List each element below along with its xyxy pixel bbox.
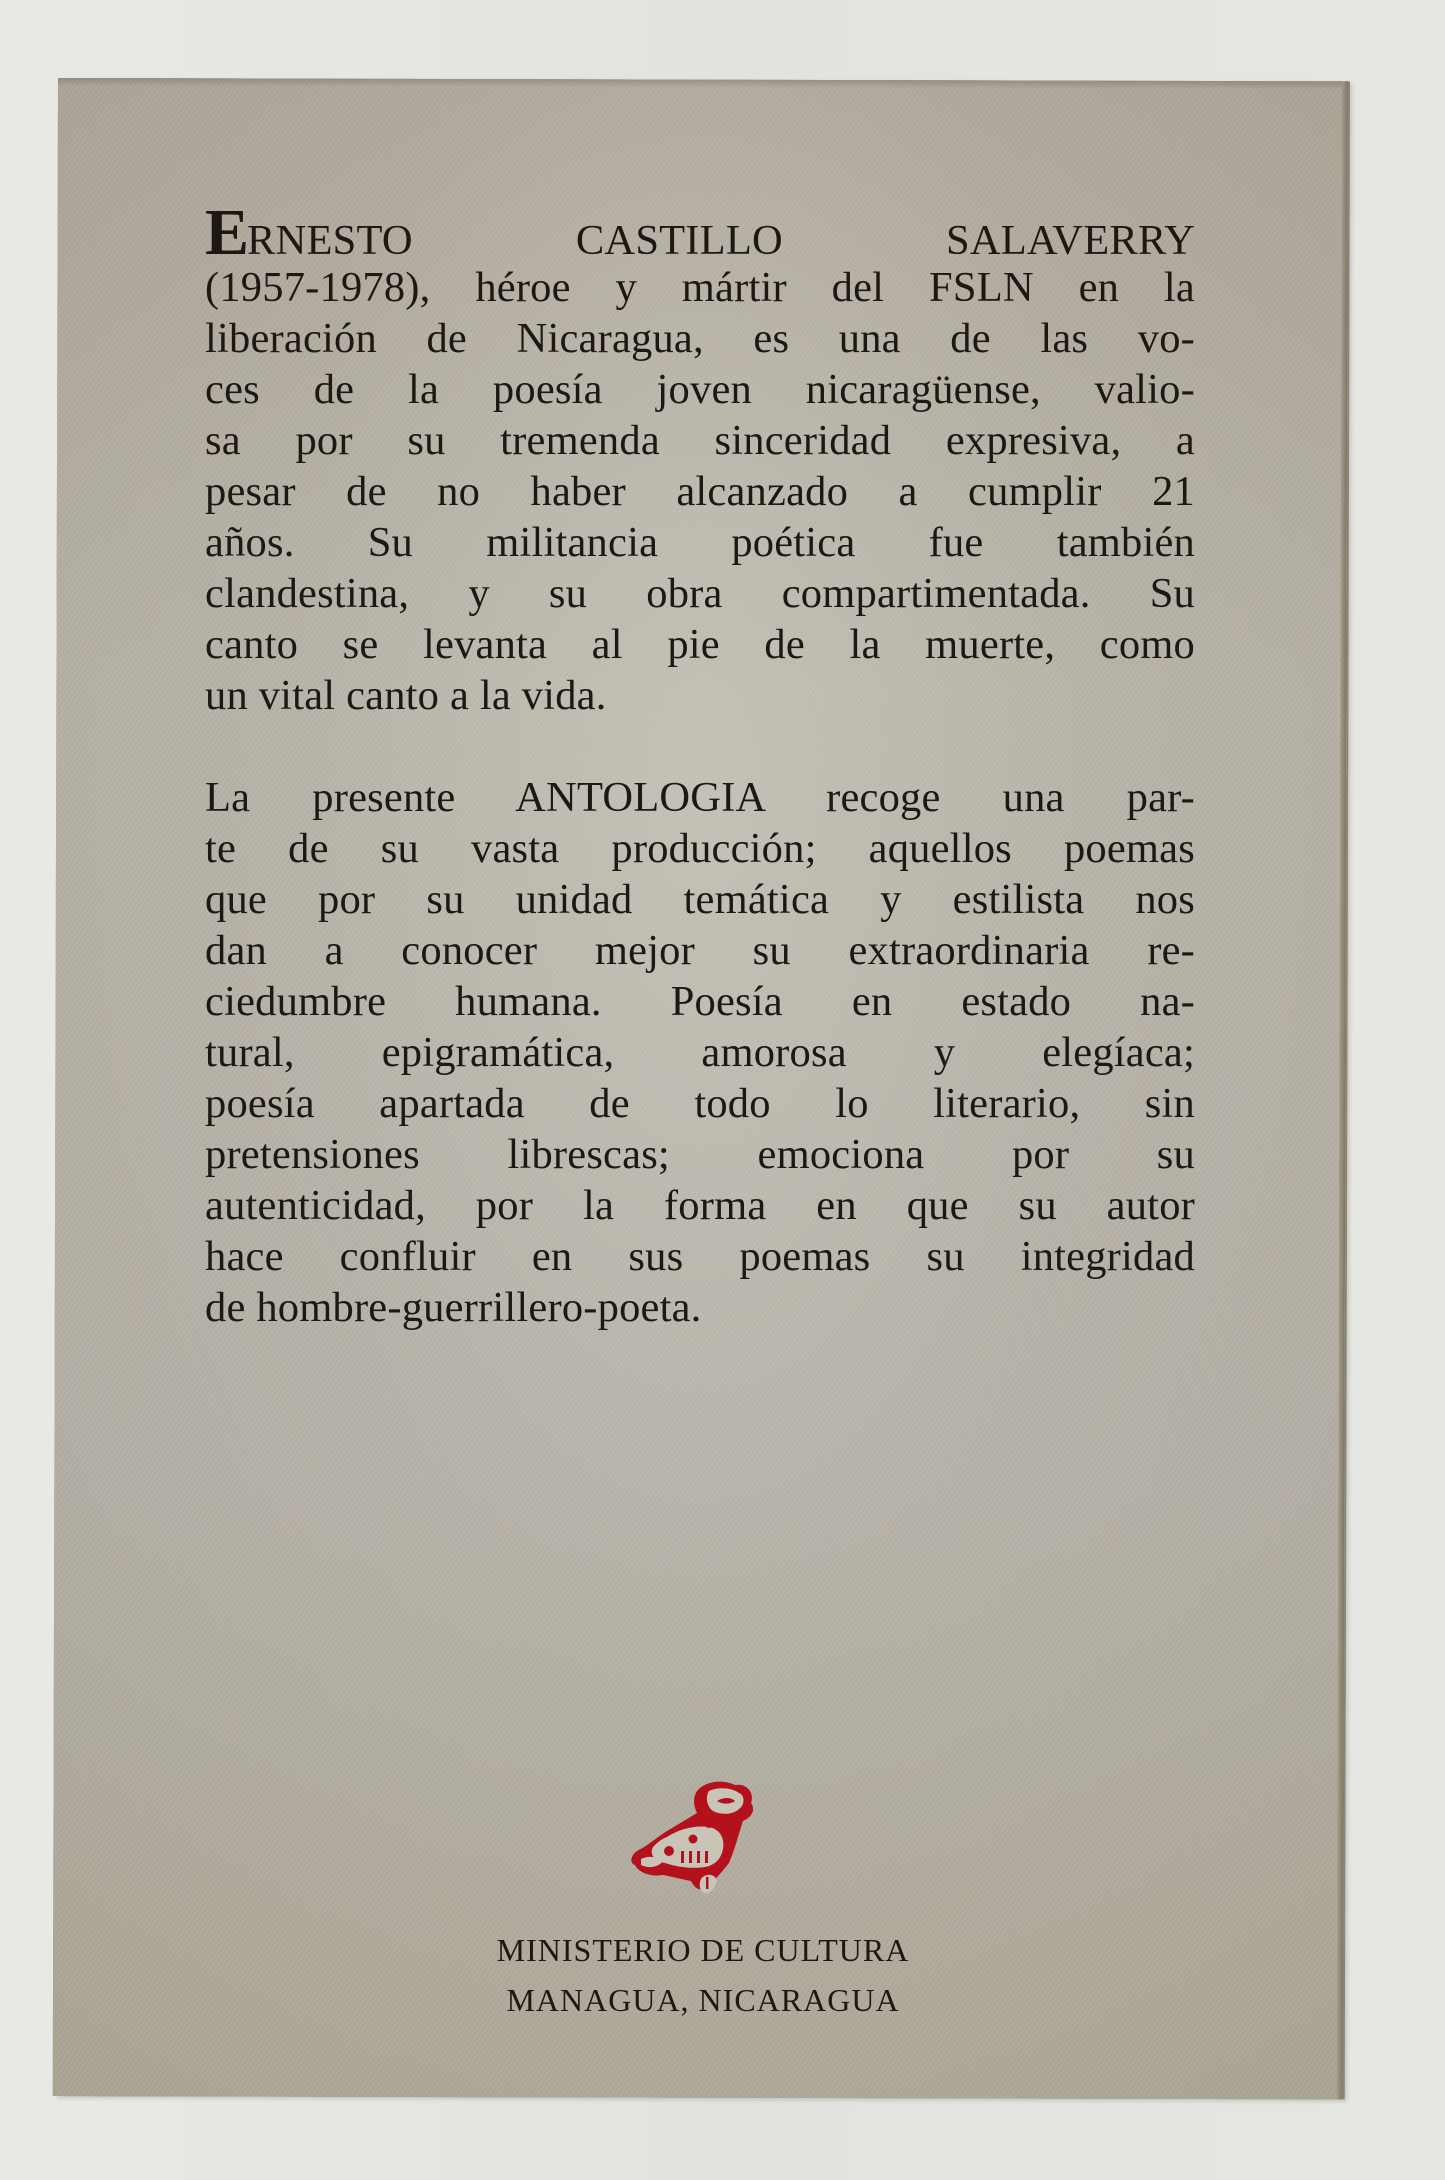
text-line: años. Su militancia poética fue también xyxy=(205,519,1195,566)
cover-top-edge xyxy=(58,78,1348,89)
author-name: RNESTO CASTILLO SALAVERRY xyxy=(247,217,1195,264)
blurb-text xyxy=(205,198,1195,1333)
paragraph-anthology xyxy=(205,772,1195,1333)
publisher-name: MINISTERIO DE CULTURA xyxy=(496,1932,910,1968)
text-line: ciedumbre humana. Poesía en estado na- xyxy=(205,978,1195,1025)
text-line: clandestina, y su obra compartimentada. Su xyxy=(205,570,1195,617)
text-line: tural, epigramática, amorosa y elegíaca; xyxy=(205,1029,1195,1076)
text-line: pretensiones librescas; emociona por su xyxy=(205,1131,1195,1178)
text-line: te de su vasta producción; aquellos poemas xyxy=(205,825,1195,872)
paragraph-gap xyxy=(205,721,1195,772)
text-line: canto se levanta al pie de la muerte, como xyxy=(205,621,1195,668)
paragraph-biography xyxy=(205,198,1195,721)
pre-columbian-bird-figure-icon xyxy=(605,1773,775,1903)
cover-spine-edge xyxy=(1337,81,1348,2099)
text-line: (1957-1978), héroe y mártir del FSLN en la xyxy=(205,264,1195,311)
text-line: un vital canto a la vida. xyxy=(205,672,607,719)
publisher-location: MANAGUA, NICARAGUA xyxy=(506,1982,900,2018)
text-line: dan a conocer mejor su extraordinaria re- xyxy=(205,927,1195,974)
text-line: sa por su tremenda sinceridad expresiva, a xyxy=(205,417,1195,464)
publisher-imprint xyxy=(58,1925,1348,2025)
drop-cap: E xyxy=(205,196,248,269)
text-line: poesía apartada de todo lo literario, sin xyxy=(205,1080,1195,1127)
text-line: autenticidad, por la forma en que su autor xyxy=(205,1182,1195,1229)
text-line: La presente ANTOLOGIA recoge una par- xyxy=(205,774,1195,821)
text-line: liberación de Nicaragua, es una de las vo- xyxy=(205,315,1195,362)
text-line: que por su unidad temática y estilista nos xyxy=(205,876,1195,923)
text-line xyxy=(205,196,1195,269)
text-line: hace confluir en sus poemas su integridad xyxy=(205,1233,1195,1280)
text-line: ces de la poesía joven nicaragüense, valio- xyxy=(205,366,1195,413)
text-line: pesar de no haber alcanzado a cumplir 21 xyxy=(205,468,1195,515)
text-line: de hombre-guerrillero-poeta. xyxy=(205,1284,702,1331)
